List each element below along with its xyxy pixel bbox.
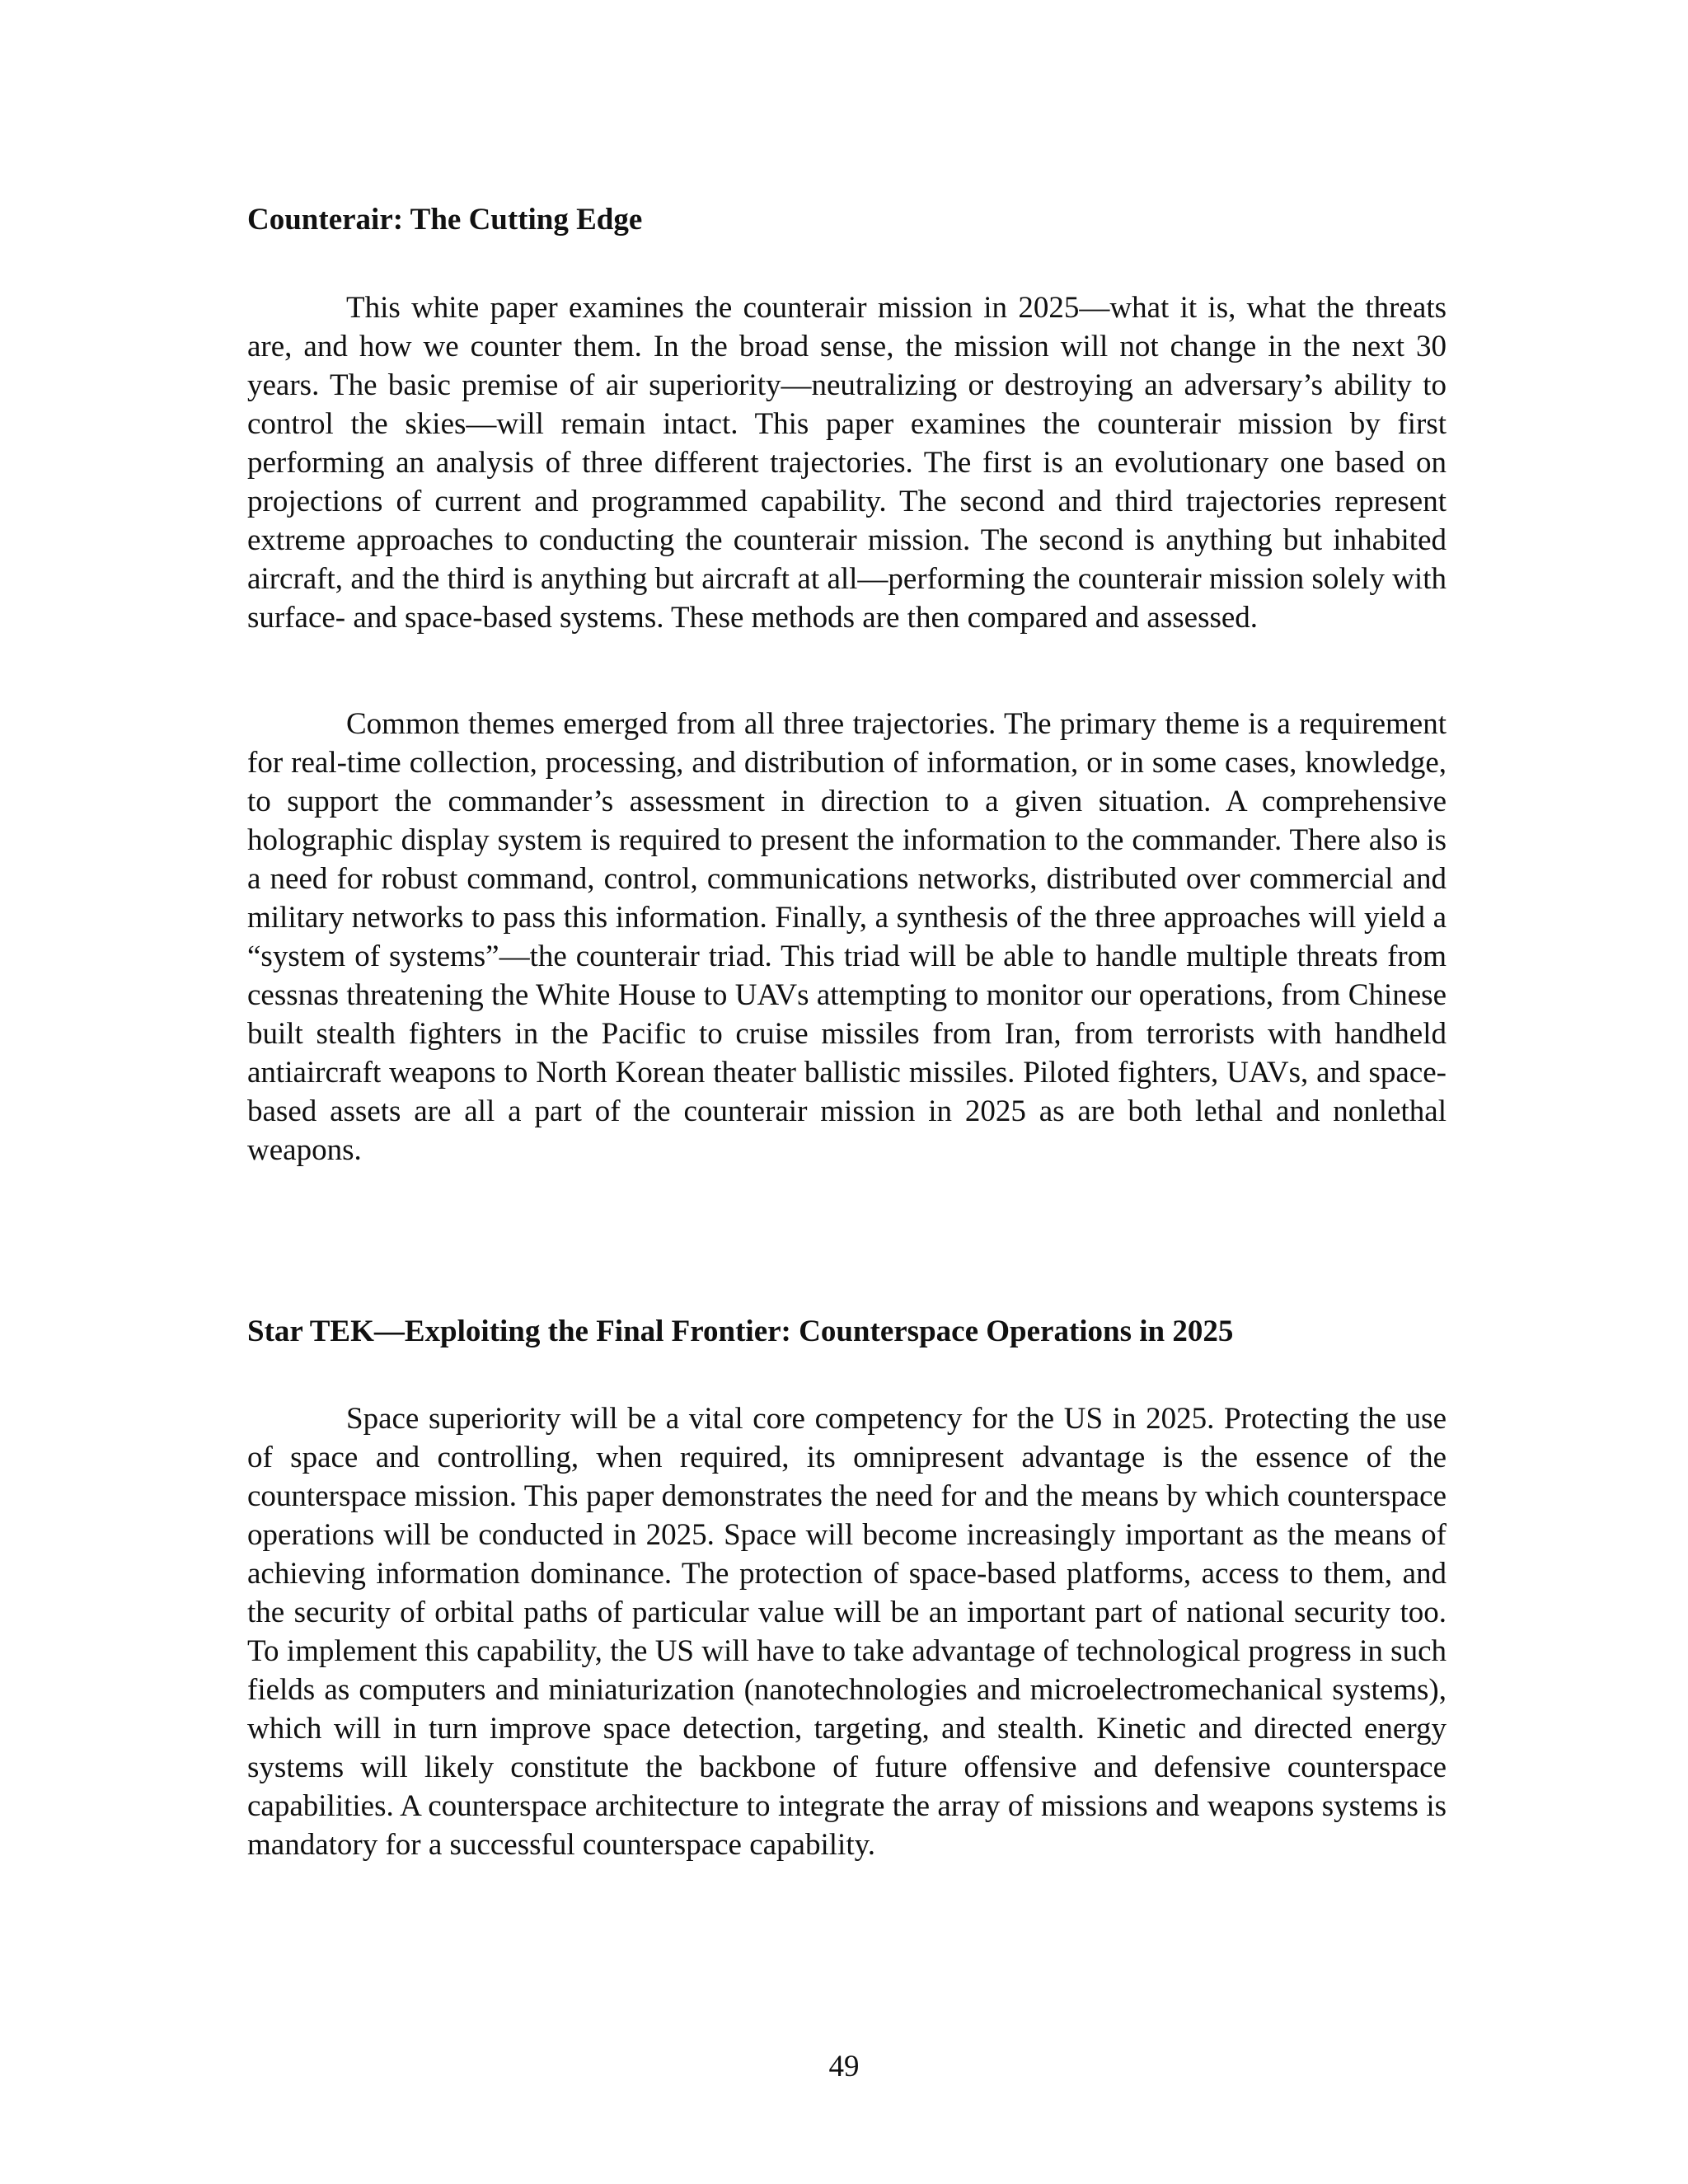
page-number: 49 xyxy=(828,2050,860,2083)
section-heading-star-tek: Star TEK—Exploiting the Final Frontier: Counterspace Operations in 2025 xyxy=(247,1315,1234,1348)
counterair-paragraph-2: Common themes emerged from all three trajectories. The primary theme is a requirement for real-time collection, processing, and distribution of information, or in some cases, knowledge, to support the commander’s assessment in direction to a given situation. A comprehensive holographic display system is required to present the information to the commander. There also is a need for robust command, control, communications networks, distributed over commercial and military networks to pass this information. Finally, a synthesis of the three approaches will yield a “system of systems”—the counterair triad. This triad will be able to handle multiple threats from cessnas threatening the White House to UAVs attempting to monitor our operations, from Chinese built stealth fighters in the Pacific to cruise missiles from Iran, from terrorists with handheld antiaircraft weapons to North Korean theater ballistic missiles. Piloted fighters, UAVs, and space-based assets are all a part of the counterair mission in 2025 as are both lethal and nonlethal weapons. xyxy=(247,707,1447,1167)
section-heading-counterair: Counterair: The Cutting Edge xyxy=(247,203,643,237)
star-tek-paragraph-1: Space superiority will be a vital core competency for the US in 2025. Protecting the use of space and controlling, when required, its omnipresent advantage is the essence of the counterspace mission. This paper demonstrates the need for and the means by which counterspace operations will be conducted in 2025. Space will become increasingly important as the means of achieving information dominance. The protection of space-based platforms, access to them, and the security of orbital paths of particular value will be an important part of national security too. To implement this capability, the US will have to take advantage of technological progress in such fields as computers and miniaturization (nanotechnologies and microelectromechanical systems), which will in turn improve space detection, targeting, and stealth. Kinetic and directed energy systems will likely constitute the backbone of future offensive and defensive counterspace capabilities. A counterspace architecture to integrate the array of missions and weapons systems is mandatory for a successful counterspace capability. xyxy=(247,1402,1447,1862)
counterair-paragraph-1: This white paper examines the counterair mission in 2025—what it is, what the threats are, and how we counter them. In the broad sense, the mission will not change in the next 30 years. The basic premise of air superiority—neutralizing or destroying an adversary’s ability to control the skies—will remain intact. This paper examines the counterair mission by first performing an analysis of three different trajectories. The first is an evolutionary one based on projections of current and programmed capability. The second and third trajectories represent extreme approaches to conducting the counterair mission. The second is anything but inhabited aircraft, and the third is anything but aircraft at all—performing the counterair mission solely with surface- and space-based systems. These methods are then compared and assessed. xyxy=(247,291,1447,635)
